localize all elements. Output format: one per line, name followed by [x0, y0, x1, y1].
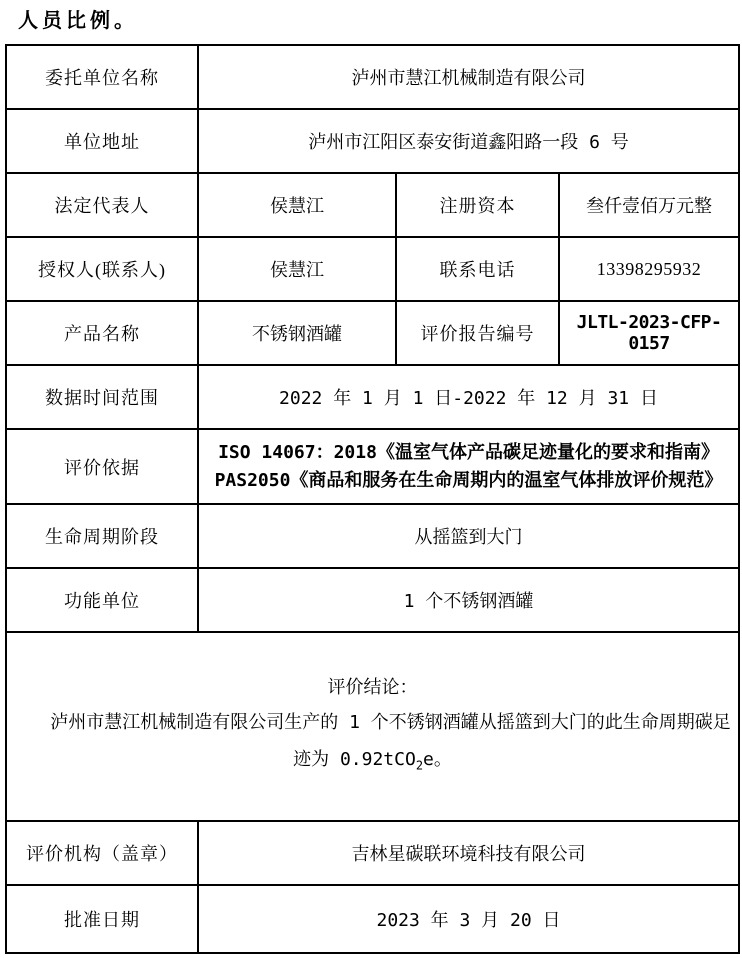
conclusion-text-suffix: e。	[423, 748, 452, 770]
carbon-footprint-info-table	[5, 44, 740, 954]
table-row	[6, 885, 739, 953]
table-row	[6, 429, 739, 504]
row-value-cell	[198, 429, 739, 504]
row-value-cell: JLTL-2023-CFP-0157	[559, 301, 739, 365]
table-row	[6, 109, 739, 173]
row-label-cell: 联系电话	[396, 237, 559, 301]
table-row	[6, 237, 739, 301]
row-value-cell: 2023 年 3 月 20 日	[198, 885, 739, 953]
row-value-cell: 13398295932	[559, 237, 739, 301]
row-label-cell: 评价依据	[6, 429, 198, 504]
evaluation-basis-line: ISO 14067：2018《温室气体产品碳足迹量化的要求和指南》	[218, 441, 719, 463]
row-value-cell: 泸州市江阳区泰安街道鑫阳路一段 6 号	[198, 109, 739, 173]
table-row	[6, 821, 739, 885]
intro-text: 人员比例。	[18, 10, 138, 32]
row-value-cell: 2022 年 1 月 1 日-2022 年 12 月 31 日	[198, 365, 739, 429]
row-value-cell: 吉林星碳联环境科技有限公司	[198, 821, 739, 885]
row-label-cell: 功能单位	[6, 568, 198, 632]
row-value-cell: 侯慧江	[198, 173, 396, 237]
conclusion-heading: 评价结论：	[327, 676, 418, 697]
row-label-cell: 授权人(联系人)	[6, 237, 198, 301]
table-row	[6, 173, 739, 237]
row-label-cell: 评价报告编号	[396, 301, 559, 365]
row-label-cell: 批准日期	[6, 885, 198, 953]
row-label-cell: 评价机构（盖章）	[6, 821, 198, 885]
info-table-body	[6, 45, 739, 953]
evaluation-basis-line: PAS2050《商品和服务在生命周期内的温室气体排放评价规范》	[214, 469, 723, 491]
row-value-cell: 泸州市慧江机械制造有限公司	[198, 45, 739, 109]
row-value-cell: 侯慧江	[198, 237, 396, 301]
table-row	[6, 45, 739, 109]
row-label-cell: 数据时间范围	[6, 365, 198, 429]
conclusion-text: 泸州市慧江机械制造有限公司生产的 1 个不锈钢酒罐从摇篮到大门的此生命周期碳足迹为 0.92tCO	[50, 711, 731, 770]
table-row	[6, 568, 739, 632]
row-label-cell: 注册资本	[396, 173, 559, 237]
co2-subscript: 2	[415, 758, 424, 773]
row-value-cell: 1 个不锈钢酒罐	[198, 568, 739, 632]
conclusion-cell	[6, 632, 739, 821]
row-label-cell: 单位地址	[6, 109, 198, 173]
row-label-cell: 委托单位名称	[6, 45, 198, 109]
table-row	[6, 301, 739, 365]
table-row	[6, 632, 739, 821]
row-value-cell: 叁仟壹佰万元整	[559, 173, 739, 237]
row-label-cell: 产品名称	[6, 301, 198, 365]
row-value-cell: 不锈钢酒罐	[198, 301, 396, 365]
row-value-cell: 从摇篮到大门	[198, 504, 739, 568]
row-label-cell: 生命周期阶段	[6, 504, 198, 568]
table-row	[6, 365, 739, 429]
row-label-cell: 法定代表人	[6, 173, 198, 237]
conclusion-body	[11, 704, 734, 784]
table-row	[6, 504, 739, 568]
